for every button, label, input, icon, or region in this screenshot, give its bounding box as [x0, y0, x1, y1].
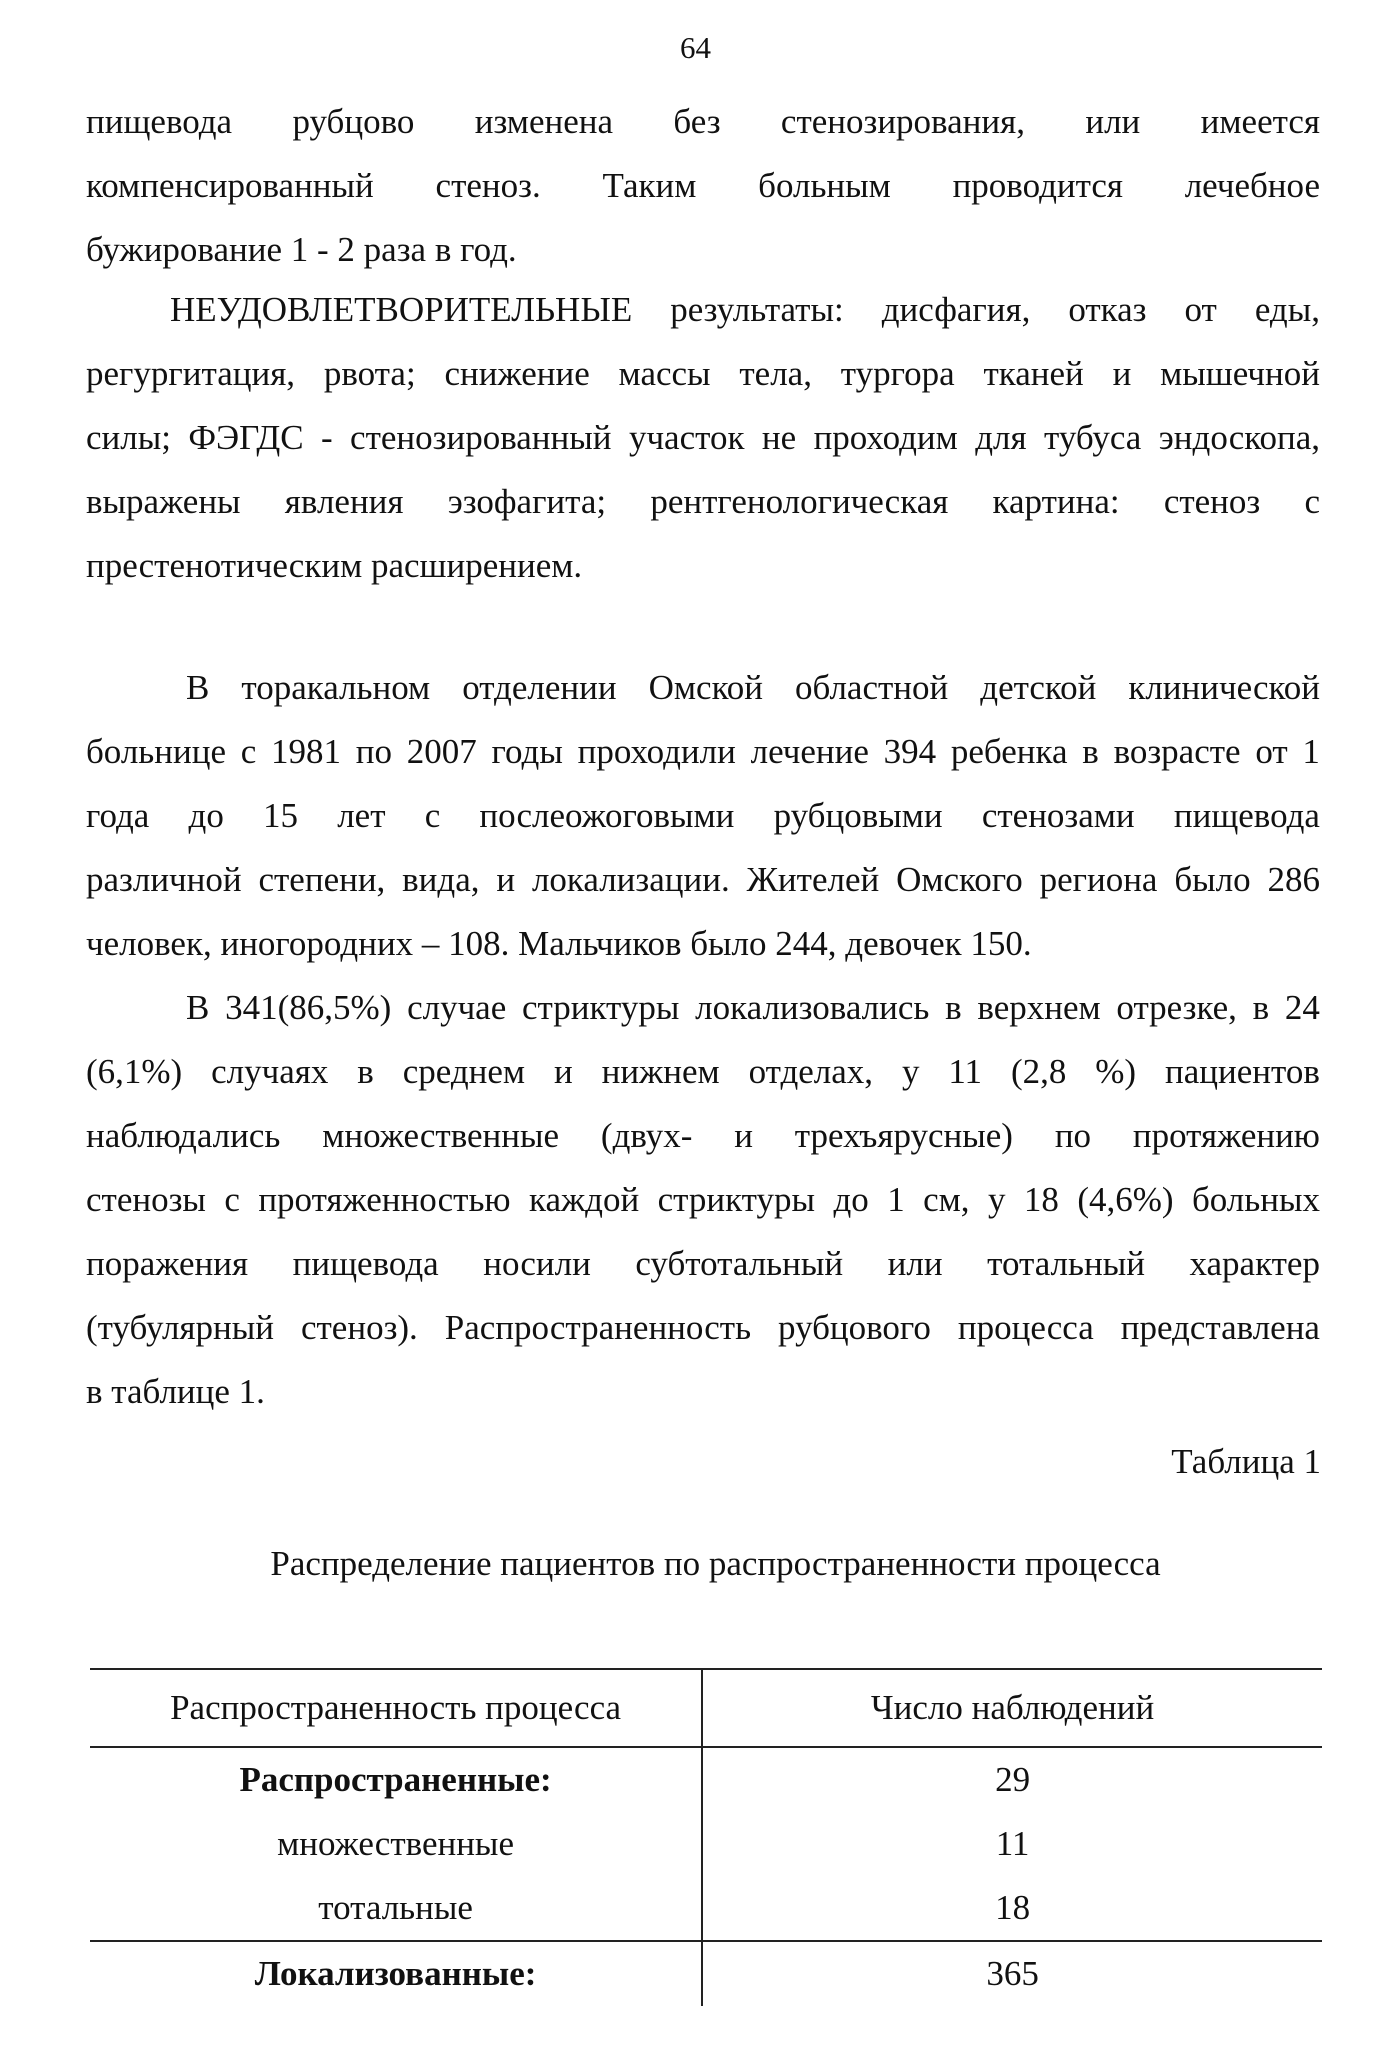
paragraph-line: престенотическим расширением. — [86, 546, 583, 585]
table-cell-value: 365 — [702, 1941, 1322, 2006]
table-cell-value: 18 — [995, 1888, 1031, 1927]
paragraph-1 — [86, 90, 1320, 282]
table-cell-label: тотальные — [90, 1876, 702, 1941]
paragraph-line: поражения пищевода носили субтотальный или тотальный характер — [86, 1244, 1320, 1283]
paragraph-line: человек, иногородних – 108. Мальчиков было 244, девочек 150. — [86, 924, 1032, 963]
paragraph-line: В торакальном отделении Омской областной детской клинической — [186, 668, 1320, 707]
table-row — [90, 1747, 1322, 1812]
paragraph-line: В 341(86,5%) случае стриктуры локализовались в верхнем отрезке, в 24 — [186, 988, 1320, 1027]
table-title: Распределение пациентов по распространенности процесса — [270, 1544, 1161, 1583]
table-cell-value: 29 — [995, 1760, 1031, 1799]
paragraph-line: НЕУДОВЛЕТВОРИТЕЛЬНЫЕ результаты: дисфагия, отказ от еды, — [170, 290, 1320, 329]
paragraph-line: года до 15 лет с послеожоговыми рубцовыми стенозами пищевода — [86, 796, 1320, 835]
paragraph-line: (6,1%) случаях в среднем и нижнем отделах, у 11 (2,8 %) пациентов — [86, 1052, 1320, 1091]
paragraph-2 — [86, 278, 1320, 598]
paragraph-line: силы; ФЭГДС - стенозированный участок не проходим для тубуса эндоскопа, — [86, 418, 1320, 457]
paragraph-line: выражены явления эзофагита; рентгенологическая картина: стеноз с — [86, 482, 1320, 521]
table-header-row — [90, 1669, 1322, 1747]
distribution-table — [90, 1668, 1322, 2006]
paragraph-line: пищевода рубцово изменена без стенозирования, или имеется — [86, 102, 1320, 141]
page-number: 64 — [680, 30, 711, 65]
paragraph-line: бужирование 1 - 2 раза в год. — [86, 230, 517, 269]
paragraph-3 — [86, 656, 1320, 976]
table-label: Таблица 1 — [1171, 1442, 1321, 1481]
table-header-cell: Число наблюдений — [702, 1669, 1322, 1747]
table-row — [90, 1876, 1322, 1941]
paragraph-line: компенсированный стеноз. Таким больным проводится лечебное — [86, 166, 1320, 205]
paragraph-4 — [86, 976, 1320, 1424]
table-cell-label: Локализованные: — [90, 1941, 702, 2006]
table-header-cell: Распространенность процесса — [90, 1669, 702, 1747]
table-cell-label: множественные — [90, 1812, 702, 1876]
table-cell-label: Распространенные: — [90, 1747, 702, 1812]
paragraph-line: различной степени, вида, и локализации. Жителей Омского региона было 286 — [86, 860, 1320, 899]
paragraph-line: больнице с 1981 по 2007 годы проходили лечение 394 ребенка в возрасте от 1 — [86, 732, 1320, 771]
paragraph-line: регургитация, рвота; снижение массы тела, тургора тканей и мышечной — [86, 354, 1320, 393]
paragraph-line: (тубулярный стеноз). Распространенность рубцового процесса представлена — [86, 1308, 1320, 1347]
paragraph-line: в таблице 1. — [86, 1372, 265, 1411]
table-row — [90, 1812, 1322, 1876]
paragraph-line: стенозы с протяженностью каждой стриктуры до 1 см, у 18 (4,6%) больных — [86, 1180, 1320, 1219]
paragraph-line: наблюдались множественные (двух- и трехъярусные) по протяжению — [86, 1116, 1320, 1155]
table-cell-value: 11 — [995, 1824, 1030, 1863]
table-row — [90, 1941, 1322, 2006]
